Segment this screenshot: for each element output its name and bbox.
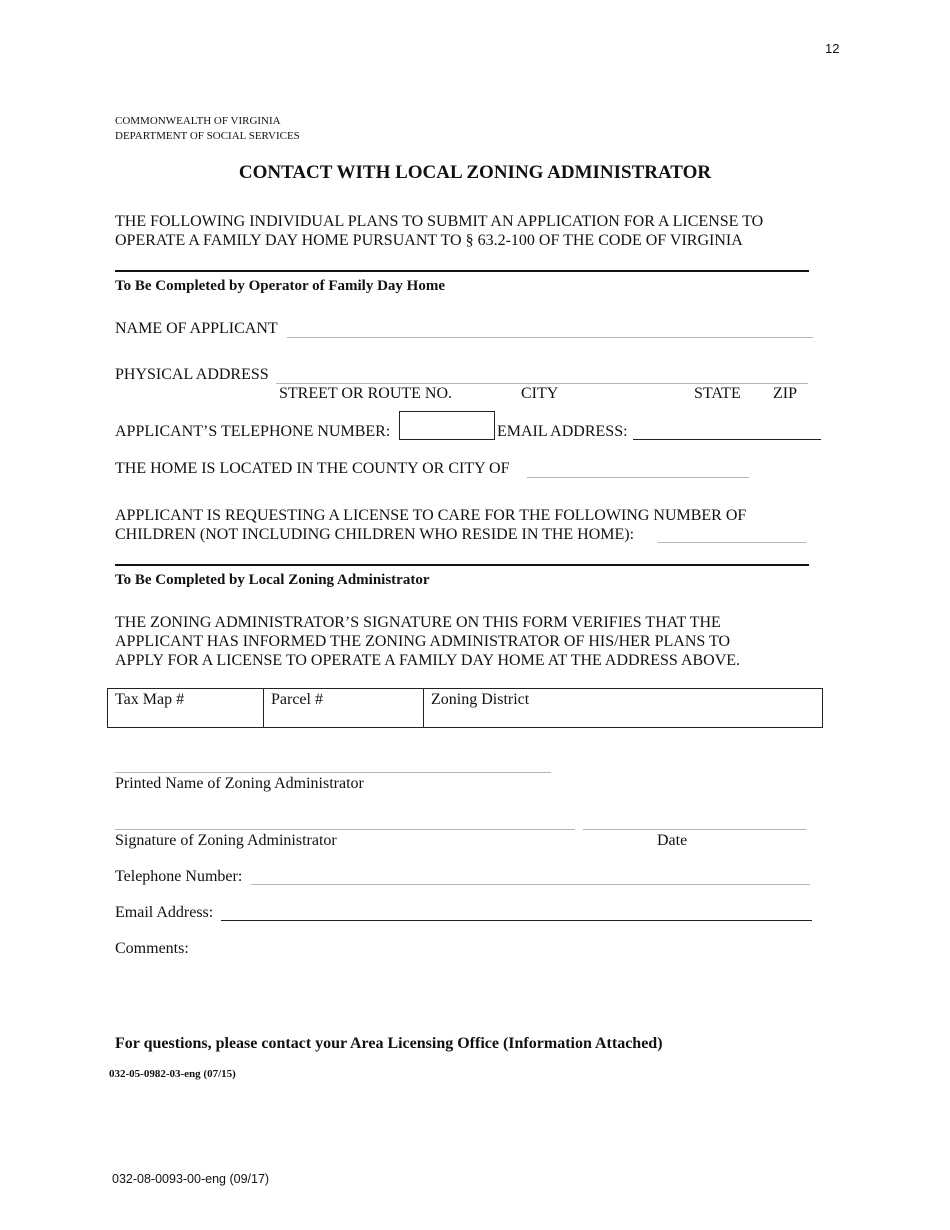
zoning-email-field[interactable] xyxy=(221,920,812,921)
applicant-email-field[interactable] xyxy=(633,439,821,440)
section-divider-operator xyxy=(115,270,809,272)
page-number: 12 xyxy=(825,41,840,56)
comments-label: Comments: xyxy=(115,940,189,957)
date-label: Date xyxy=(657,832,688,849)
parcel-cell[interactable]: Parcel # xyxy=(264,689,424,728)
date-field[interactable] xyxy=(583,829,806,830)
tax-map-cell[interactable]: Tax Map # xyxy=(108,689,264,728)
address-zip-sublabel: ZIP xyxy=(773,385,797,402)
address-state-sublabel: STATE xyxy=(694,385,741,402)
applicant-phone-label: APPLICANT’S TELEPHONE NUMBER: xyxy=(115,423,391,440)
applicant-email-label: EMAIL ADDRESS: xyxy=(497,423,628,440)
section-divider-zoning xyxy=(115,564,809,566)
verify-line-3: APPLY FOR A LICENSE TO OPERATE A FAMILY DAY HOME AT THE ADDRESS ABOVE. xyxy=(115,652,741,669)
questions-note: For questions, please contact your Area Licensing Office (Information Attached) xyxy=(115,1035,663,1052)
zoning-district-cell[interactable]: Zoning District xyxy=(424,689,823,728)
physical-address-field[interactable] xyxy=(276,383,808,384)
children-count-field[interactable] xyxy=(658,542,806,543)
verify-line-1: THE ZONING ADMINISTRATOR’S SIGNATURE ON THIS FORM VERIFIES THAT THE xyxy=(115,614,721,631)
physical-address-label: PHYSICAL ADDRESS xyxy=(115,366,269,383)
zoning-telephone-field[interactable] xyxy=(251,884,810,885)
document-code: 032-08-0093-00-eng (09/17) xyxy=(112,1172,270,1186)
county-city-label: THE HOME IS LOCATED IN THE COUNTY OR CITY OF xyxy=(115,460,510,477)
zoning-info-table xyxy=(107,688,823,728)
applicant-name-field[interactable] xyxy=(287,337,813,338)
applicant-phone-field[interactable] xyxy=(399,411,495,440)
verify-line-2: APPLICANT HAS INFORMED THE ZONING ADMINISTRATOR OF HIS/HER PLANS TO xyxy=(115,633,731,650)
printed-name-field[interactable] xyxy=(115,772,551,773)
form-title: CONTACT WITH LOCAL ZONING ADMINISTRATOR xyxy=(238,162,712,183)
children-count-line-2: CHILDREN (NOT INCLUDING CHILDREN WHO RESIDE IN THE HOME): xyxy=(115,526,635,543)
signature-field[interactable] xyxy=(115,829,575,830)
address-city-sublabel: CITY xyxy=(521,385,559,402)
applicant-name-label: NAME OF APPLICANT xyxy=(115,320,278,337)
form-code: 032-05-0982-03-eng (07/15) xyxy=(109,1068,236,1080)
intro-line-1: THE FOLLOWING INDIVIDUAL PLANS TO SUBMIT AN APPLICATION FOR A LICENSE TO xyxy=(115,213,764,230)
zoning-telephone-label: Telephone Number: xyxy=(115,868,243,885)
zoning-section-heading: To Be Completed by Local Zoning Administrator xyxy=(115,572,430,588)
operator-section-heading: To Be Completed by Operator of Family Day Home xyxy=(115,278,445,294)
children-count-line-1: APPLICANT IS REQUESTING A LICENSE TO CARE FOR THE FOLLOWING NUMBER OF xyxy=(115,507,747,524)
county-city-field[interactable] xyxy=(527,477,749,478)
address-street-sublabel: STREET OR ROUTE NO. xyxy=(279,385,453,402)
agency-line-1: COMMONWEALTH OF VIRGINIA xyxy=(115,115,281,127)
agency-line-2: DEPARTMENT OF SOCIAL SERVICES xyxy=(115,130,300,142)
zoning-email-label: Email Address: xyxy=(115,904,214,921)
signature-label: Signature of Zoning Administrator xyxy=(115,832,337,849)
printed-name-label: Printed Name of Zoning Administrator xyxy=(115,775,364,792)
intro-line-2: OPERATE A FAMILY DAY HOME PURSUANT TO § 63.2-100 OF THE CODE OF VIRGINIA xyxy=(115,232,743,249)
